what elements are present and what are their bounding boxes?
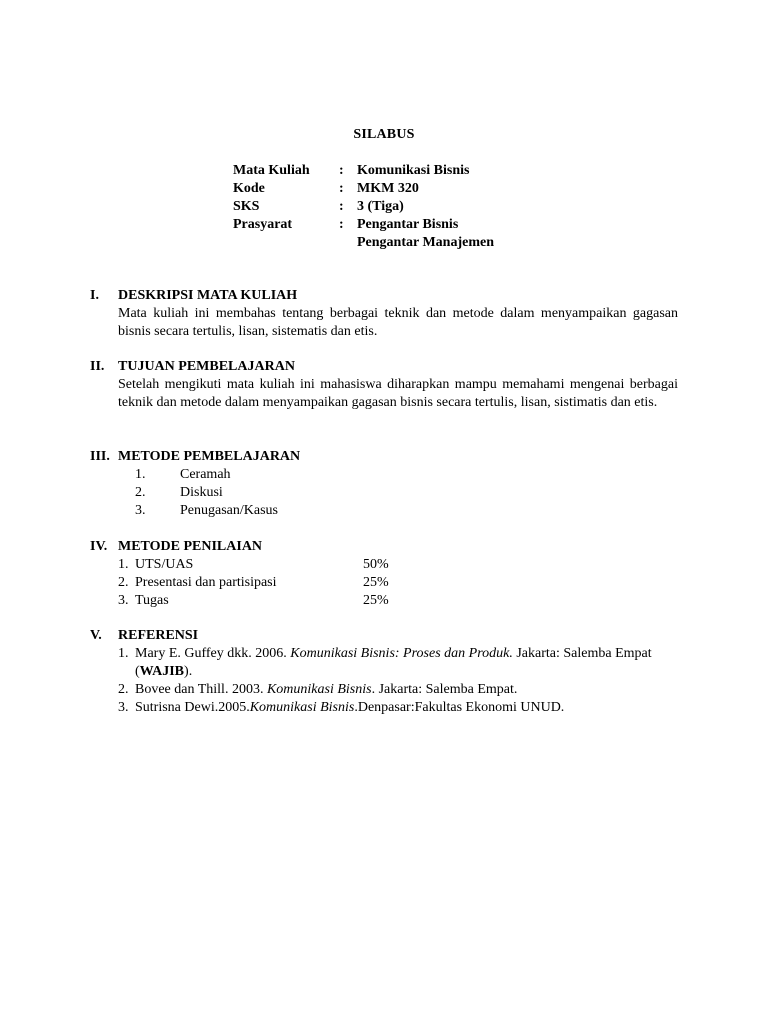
reference-author: Sutrisna Dewi.2005. (135, 700, 250, 715)
section-heading (90, 538, 678, 556)
assessment-weight: 25% (363, 593, 389, 608)
reference-author: Mary E. Guffey dkk. 2006. (135, 646, 291, 661)
section-references (90, 627, 678, 717)
info-row-prerequisite (233, 216, 494, 234)
list-number: 3. (135, 503, 146, 518)
section-number: III. (90, 449, 110, 464)
assessment-row (118, 592, 678, 610)
section-description (90, 287, 678, 341)
assessment-weight: 25% (363, 575, 389, 590)
info-row-credits (233, 198, 494, 216)
info-colon: : (339, 217, 344, 232)
section-number: II. (90, 359, 105, 374)
section-heading (90, 627, 678, 645)
info-row-code (233, 180, 494, 198)
info-value: 3 (Tiga) (357, 199, 404, 214)
list-number: 2. (118, 682, 129, 697)
section-number: V. (90, 628, 102, 643)
reference-author: Bovee dan Thill. 2003. (135, 682, 267, 697)
reference-book-title: Komunikasi Bisnis (249, 700, 355, 715)
list-text: Penugasan/Kasus (180, 503, 278, 518)
reference-item (118, 645, 678, 681)
assessment-component: Presentasi dan partisipasi (135, 575, 277, 590)
list-item (118, 484, 678, 502)
assessment-component: Tugas (135, 593, 169, 608)
section-title: REFERENSI (118, 628, 199, 643)
reference-publisher: .Denpasar:Fakultas Ekonomi UNUD. (354, 700, 565, 715)
info-key: Mata Kuliah (233, 163, 310, 178)
reference-text (135, 681, 678, 699)
section-heading (90, 287, 678, 305)
info-colon: : (339, 181, 344, 196)
reference-book-title: Komunikasi Bisnis (266, 682, 372, 697)
list-item (118, 466, 678, 484)
section-title: METODE PEMBELAJARAN (118, 449, 301, 464)
reference-item (118, 699, 678, 717)
info-value: Pengantar Manajemen (357, 235, 494, 250)
list-text: Diskusi (180, 485, 223, 500)
section-number: IV. (90, 539, 108, 554)
list-number: 3. (118, 700, 129, 715)
list-text: Ceramah (180, 467, 231, 482)
list-item (118, 502, 678, 520)
section-heading (90, 358, 678, 376)
reference-text (135, 699, 678, 717)
assessment-weight: 50% (363, 557, 389, 572)
list-number: 1. (135, 467, 146, 482)
list-number: 3. (118, 593, 129, 608)
list-number: 1. (118, 557, 129, 572)
required-label: WAJIB (139, 664, 185, 679)
assessment-row (118, 574, 678, 592)
info-colon: : (339, 163, 344, 178)
reference-end: ). (184, 664, 193, 679)
list-number: 2. (118, 575, 129, 590)
list-number: 1. (118, 646, 129, 661)
section-paragraph: Setelah mengikuti mata kuliah ini mahasiswa diharapkan mampu memahami mengenai berbagai teknik dan metode dalam menyampaikan gagasan bisnis secara tertulis, lisan, sistimatis dan etis. (118, 377, 678, 410)
section-title: METODE PENILAIAN (118, 539, 263, 554)
info-row-prerequisite-2 (233, 234, 494, 252)
reference-publisher: Jakarta: Salemba Empat ( (135, 646, 652, 679)
info-colon: : (339, 199, 344, 214)
section-heading (90, 448, 678, 466)
info-key: Kode (233, 181, 265, 196)
section-objectives (90, 358, 678, 412)
document-title: SILABUS (353, 127, 415, 142)
info-key: Prasyarat (233, 217, 293, 232)
section-title: TUJUAN PEMBELAJARAN (118, 359, 295, 374)
reference-publisher: . Jakarta: Salemba Empat. (371, 682, 518, 697)
info-row-course (233, 162, 494, 180)
section-assessment (90, 538, 678, 610)
info-value: Pengantar Bisnis (357, 217, 459, 232)
section-title: DESKRIPSI MATA KULIAH (118, 288, 298, 303)
reference-book-title: Komunikasi Bisnis: Proses dan Produk. (290, 646, 513, 661)
list-number: 2. (135, 485, 146, 500)
reference-text (135, 645, 678, 681)
assessment-component: UTS/UAS (135, 557, 194, 572)
section-number: I. (90, 288, 99, 303)
section-paragraph: Mata kuliah ini membahas tentang berbagai teknik dan metode dalam menyampaikan gagasan bisnis secara tertulis, lisan, sistematis dan etis. (118, 306, 678, 339)
course-info (233, 162, 494, 252)
info-value: Komunikasi Bisnis (357, 163, 470, 178)
assessment-row (118, 556, 678, 574)
info-value: MKM 320 (357, 181, 419, 196)
info-key: SKS (233, 199, 260, 214)
section-learning-methods (90, 448, 678, 520)
reference-item (118, 681, 678, 699)
